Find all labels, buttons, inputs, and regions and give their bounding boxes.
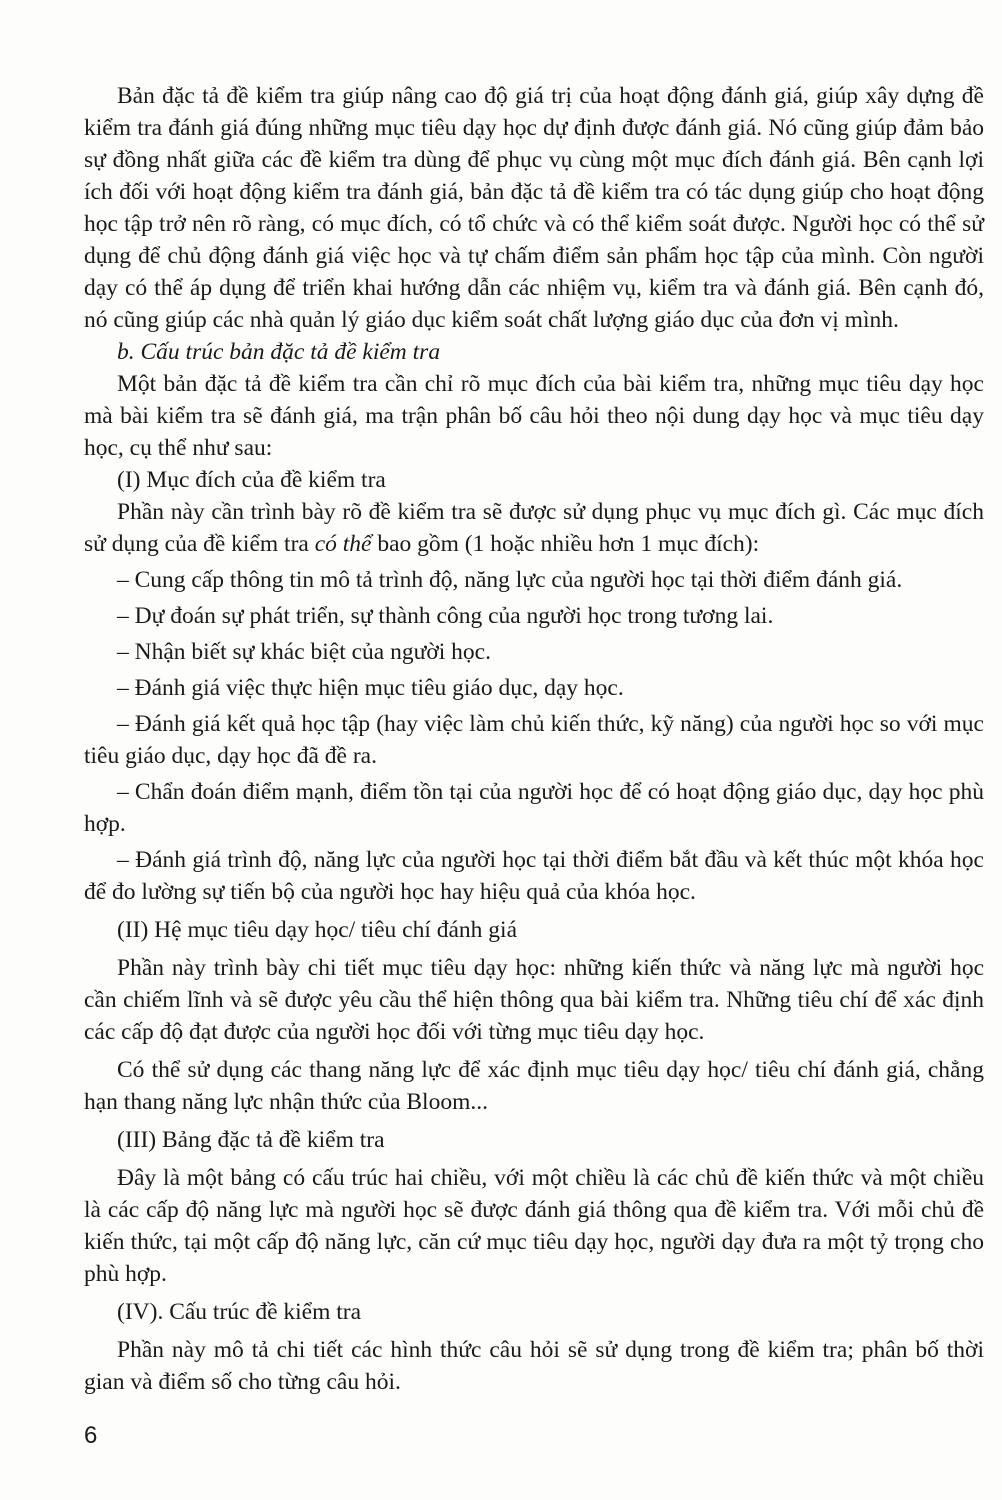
- list-item: – Nhận biết sự khác biệt của người học.: [117, 639, 491, 665]
- section-heading-b: [84, 336, 984, 368]
- paragraph-bloom: Có thể sử dụng các thang năng lực để xác định mục tiêu dạy học/ tiêu chí đánh giá, chẳng hạn thang năng lực nhận thức của Bloom...: [84, 1057, 984, 1115]
- paragraph-intro: Bản đặc tả đề kiểm tra giúp nâng cao độ giá trị của hoạt động đánh giá, giúp xây dựng đề kiểm tra đánh giá đúng những mục tiêu dạy học dự định được đánh giá. Nó cũng giúp đảm bảo sự đồng nhất giữa các đề kiểm tra dùng để phục vụ cùng một mục đích đánh giá. Bên cạnh lợi ích đối với hoạt động kiểm tra đánh giá, bản đặc tả đề kiểm tra có tác dụng giúp cho hoạt động học tập trở nên rõ ràng, có mục đích, có tổ chức và có thể kiểm soát được. Người học có thể sử dụng để chủ động đánh giá việc học và tự chấm điểm sản phẩm học tập của mình. Còn người dạy có thể áp dụng để triển khai hướng dẫn các nhiệm vụ, kiểm tra và đánh giá. Bên cạnh đó, nó cũng giúp các nhà quản lý giáo dục kiểm soát chất lượng giáo dục của đơn vị mình.: [84, 83, 984, 333]
- paragraph-purpose-italic: có thể: [314, 531, 372, 557]
- paragraph-purpose: [84, 496, 984, 560]
- subheading-objectives: (II) Hệ mục tiêu dạy học/ tiêu chí đánh giá: [117, 917, 518, 943]
- subheading-test-structure: (IV). Cấu trúc đề kiểm tra: [117, 1299, 362, 1325]
- paragraph-objectives: Phần này trình bày chi tiết mục tiêu dạy học: những kiến thức và năng lực mà người học cần chiếm lĩnh và sẽ được yêu cầu thể hiện thông qua bài kiểm tra. Những tiêu chí để xác định các cấp độ đạt được của người học đối với từng mục tiêu dạy học.: [84, 955, 984, 1045]
- paragraph-test-structure: Phần này mô tả chi tiết các hình thức câu hỏi sẽ sử dụng trong đề kiểm tra; phân bố thời gian và điểm số cho từng câu hỏi.: [84, 1337, 984, 1395]
- section-heading-b-text: b. Cấu trúc bản đặc tả đề kiểm tra: [117, 339, 441, 365]
- list-item: – Chẩn đoán điểm mạnh, điểm tồn tại của người học để có hoạt động giáo dục, dạy học phù hợp.: [84, 779, 984, 837]
- body-text: [84, 80, 984, 1398]
- list-item: – Đánh giá việc thực hiện mục tiêu giáo dục, dạy học.: [117, 675, 624, 701]
- list-item: – Đánh giá trình độ, năng lực của người học tại thời điểm bắt đầu và kết thúc một khóa học để đo lường sự tiến bộ của người học hay hiệu quả của khóa học.: [84, 847, 984, 905]
- list-item: – Dự đoán sự phát triển, sự thành công của người học trong tương lai.: [117, 603, 774, 629]
- list-item: – Cung cấp thông tin mô tả trình độ, năng lực của người học tại thời điểm đánh giá.: [117, 567, 903, 593]
- list-item: – Đánh giá kết quả học tập (hay việc làm chủ kiến thức, kỹ năng) của người học so với mục tiêu giáo dục, dạy học đã đề ra.: [84, 711, 984, 769]
- paragraph-purpose-part2: bao gồm (1 hoặc nhiều hơn 1 mục đích):: [371, 531, 760, 557]
- subheading-spec-table: (III) Bảng đặc tả đề kiểm tra: [117, 1127, 385, 1153]
- page-number: 6: [84, 1422, 98, 1449]
- paragraph-purpose-part1: Phần này cần trình bày rõ đề kiểm tra sẽ được sử dụng phục vụ mục đích gì. Các mục đích sử dụng của đề kiểm tra: [84, 499, 984, 557]
- subheading-purpose: (I) Mục đích của đề kiểm tra: [117, 467, 386, 493]
- paragraph-spec-table: Đây là một bảng có cấu trúc hai chiều, với một chiều là các chủ đề kiến thức và một chiều là các cấp độ năng lực mà người học sẽ được đánh giá thông qua đề kiểm tra. Với mỗi chủ đề kiến thức, tại một cấp độ năng lực, căn cứ mục tiêu dạy học, người dạy đưa ra một tỷ trọng cho phù hợp.: [84, 1165, 984, 1287]
- paragraph-structure-intro: Một bản đặc tả đề kiểm tra cần chỉ rõ mục đích của bài kiểm tra, những mục tiêu dạy học mà bài kiểm tra sẽ đánh giá, ma trận phân bố câu hỏi theo nội dung dạy học và mục tiêu dạy học, cụ thể như sau:: [84, 371, 984, 461]
